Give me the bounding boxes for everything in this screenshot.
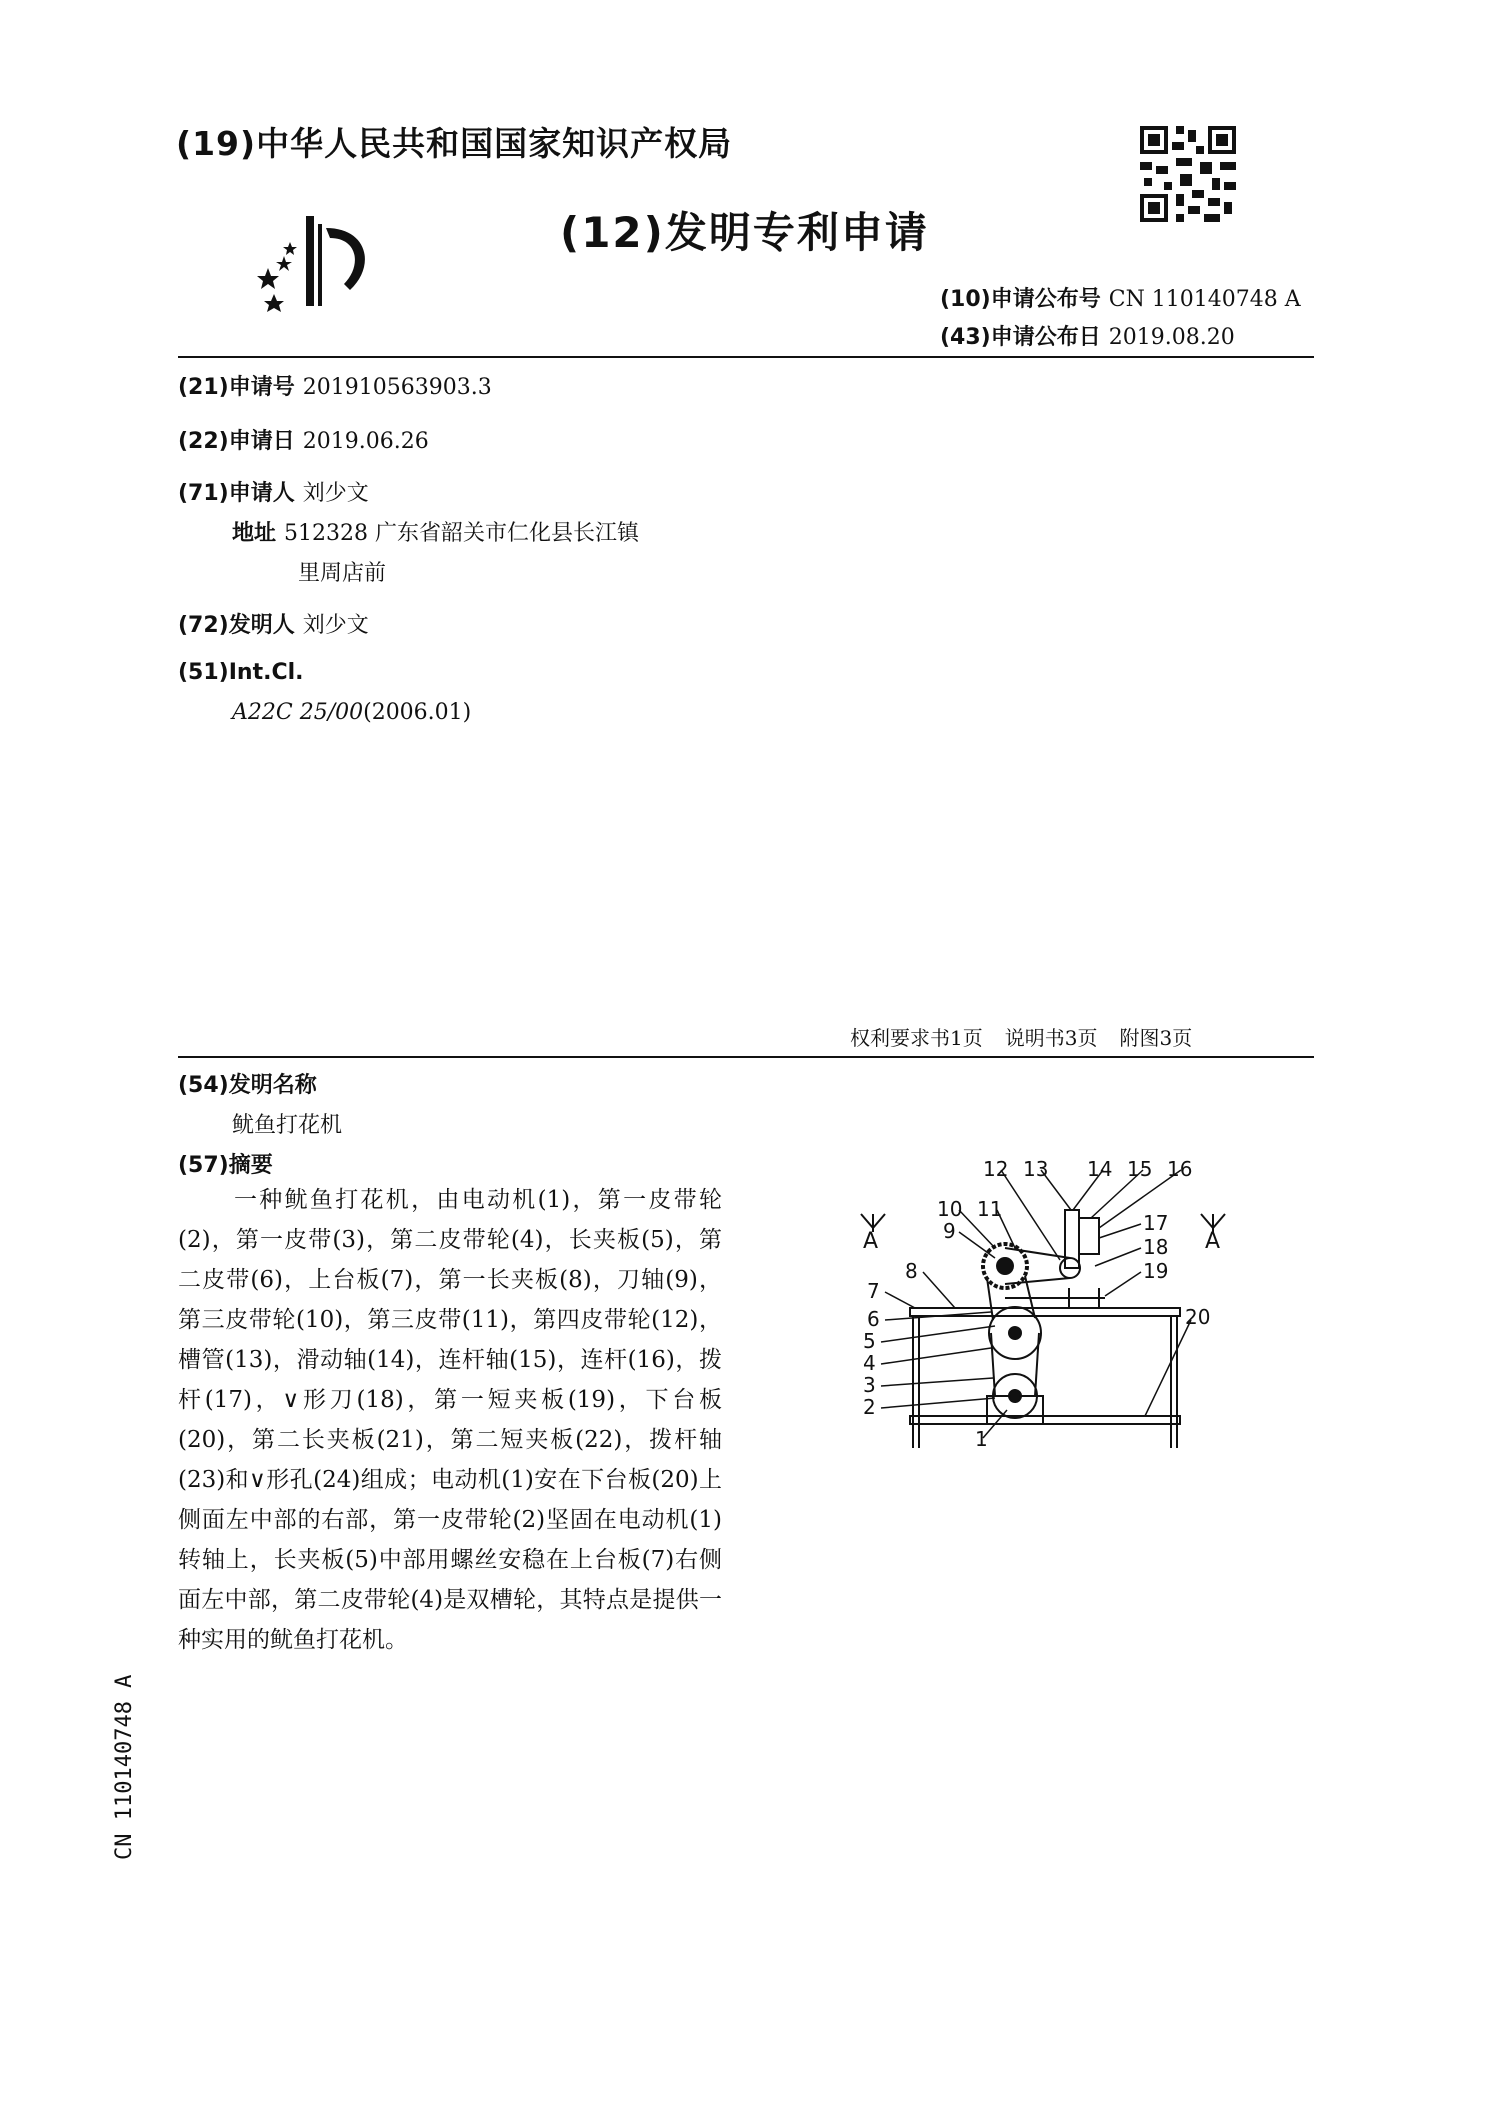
label-19: 19: [1143, 1259, 1169, 1283]
intcl-label-text: (51)Int.Cl.: [178, 660, 304, 685]
label-16: 16: [1167, 1157, 1193, 1181]
label-14: 14: [1087, 1157, 1113, 1181]
label-7: 7: [867, 1279, 880, 1303]
applicant: [178, 476, 369, 507]
publication-number-label: (10)申请公布号: [940, 287, 1101, 312]
application-number-label: (21)申请号: [178, 375, 295, 400]
label-20: 20: [1185, 1305, 1211, 1329]
applicant-value: 刘少文: [302, 481, 369, 506]
abstract-text: 一种鱿鱼打花机，由电动机(1)，第一皮带轮(2)，第一皮带(3)，第二皮带轮(4)，长夹板(5)，第二皮带(6)，上台板(7)，第一长夹板(8)，刀轴(9)，第三皮带轮(10)，第三皮带(11)，第四皮带轮(12)，槽管(13)，滑动轴(14)，连杆轴(15)，连杆(16)，拨杆(17)，∨形刀(18)，第一短夹板(19)，下台板(20)，第二长夹板(21)，第二短夹板(22)，拨杆轴(23)和∨形孔(24)组成；电动机(1)安在下台板(20)上侧面左中部的右部，第一皮带轮(2)坚固在电动机(1)转轴上，长夹板(5)中部用螺丝安稳在上台板(7)右侧面左中部，第二皮带轮(4)是双槽轮，其特点是提供一种实用的鱿鱼打花机。: [178, 1187, 722, 1653]
section-mark-left: A: [863, 1229, 879, 1254]
cnipa-logo-icon: [248, 206, 388, 314]
label-18: 18: [1143, 1235, 1169, 1259]
section-mark-right: A: [1205, 1229, 1221, 1254]
description-page-count: 说明书3页: [1004, 1026, 1098, 1050]
label-12: 12: [983, 1157, 1009, 1181]
invention-title: 鱿鱼打花机: [232, 1113, 343, 1138]
publication-date-value: 2019.08.20: [1108, 325, 1235, 350]
address: [232, 516, 639, 547]
application-number-value: 201910563903.3: [302, 375, 492, 400]
label-4: 4: [863, 1351, 876, 1375]
publication-number: [940, 282, 1301, 313]
filing-date: [178, 424, 429, 455]
intcl-code: A22C 25/00: [232, 700, 364, 725]
label-13: 13: [1023, 1157, 1049, 1181]
drawings-page-count: 附图3页: [1119, 1026, 1193, 1050]
address-label: 地址: [232, 521, 277, 546]
label-2: 2: [863, 1395, 876, 1419]
qr-code-icon: [1140, 126, 1236, 222]
filing-date-label: (22)申请日: [178, 429, 295, 454]
label-11: 11: [977, 1197, 1003, 1221]
publication-number-value: CN 110140748 A: [1108, 287, 1301, 312]
intcl-label: [178, 660, 304, 685]
application-number: [178, 370, 492, 401]
lower-plate: [910, 1416, 1180, 1424]
header-divider: [178, 356, 1314, 358]
side-publication-number: CN 110140748 A: [112, 1674, 137, 1860]
abstract-label-text: (57)摘要: [178, 1153, 273, 1178]
label-15: 15: [1127, 1157, 1153, 1181]
claims-page-count: 权利要求书1页: [850, 1026, 983, 1050]
filing-date-value: 2019.06.26: [302, 429, 429, 454]
abstract-body: [178, 1180, 722, 1660]
address-line1: 512328 广东省韶关市仁化县长江镇: [284, 521, 639, 546]
label-8: 8: [905, 1259, 918, 1283]
page-counts: [850, 1022, 1214, 1051]
applicant-label: (71)申请人: [178, 481, 295, 506]
publication-date-label: (43)申请公布日: [940, 325, 1101, 350]
intcl-classification: [232, 700, 471, 725]
label-10: 10: [937, 1197, 963, 1221]
intcl-version: (2006.01): [363, 700, 472, 725]
address-line2: 里周店前: [298, 561, 387, 586]
label-9: 9: [943, 1219, 956, 1243]
inventor-label: (72)发明人: [178, 613, 295, 638]
section-divider: [178, 1056, 1314, 1058]
office-name: (19)中华人民共和国国家知识产权局: [176, 124, 733, 163]
label-5: 5: [863, 1329, 876, 1353]
title-label-text: (54)发明名称: [178, 1073, 317, 1098]
label-6: 6: [867, 1307, 880, 1331]
inventor-value: 刘少文: [302, 613, 369, 638]
label-1: 1: [975, 1427, 988, 1451]
document-type: (12)发明专利申请: [560, 208, 929, 257]
title-section-label: [178, 1068, 317, 1099]
abstract-label: [178, 1148, 273, 1179]
inventor: [178, 608, 369, 639]
publication-date: [940, 320, 1235, 351]
machine-drawing: [855, 1148, 1235, 1466]
label-3: 3: [863, 1373, 876, 1397]
label-17: 17: [1143, 1211, 1169, 1235]
